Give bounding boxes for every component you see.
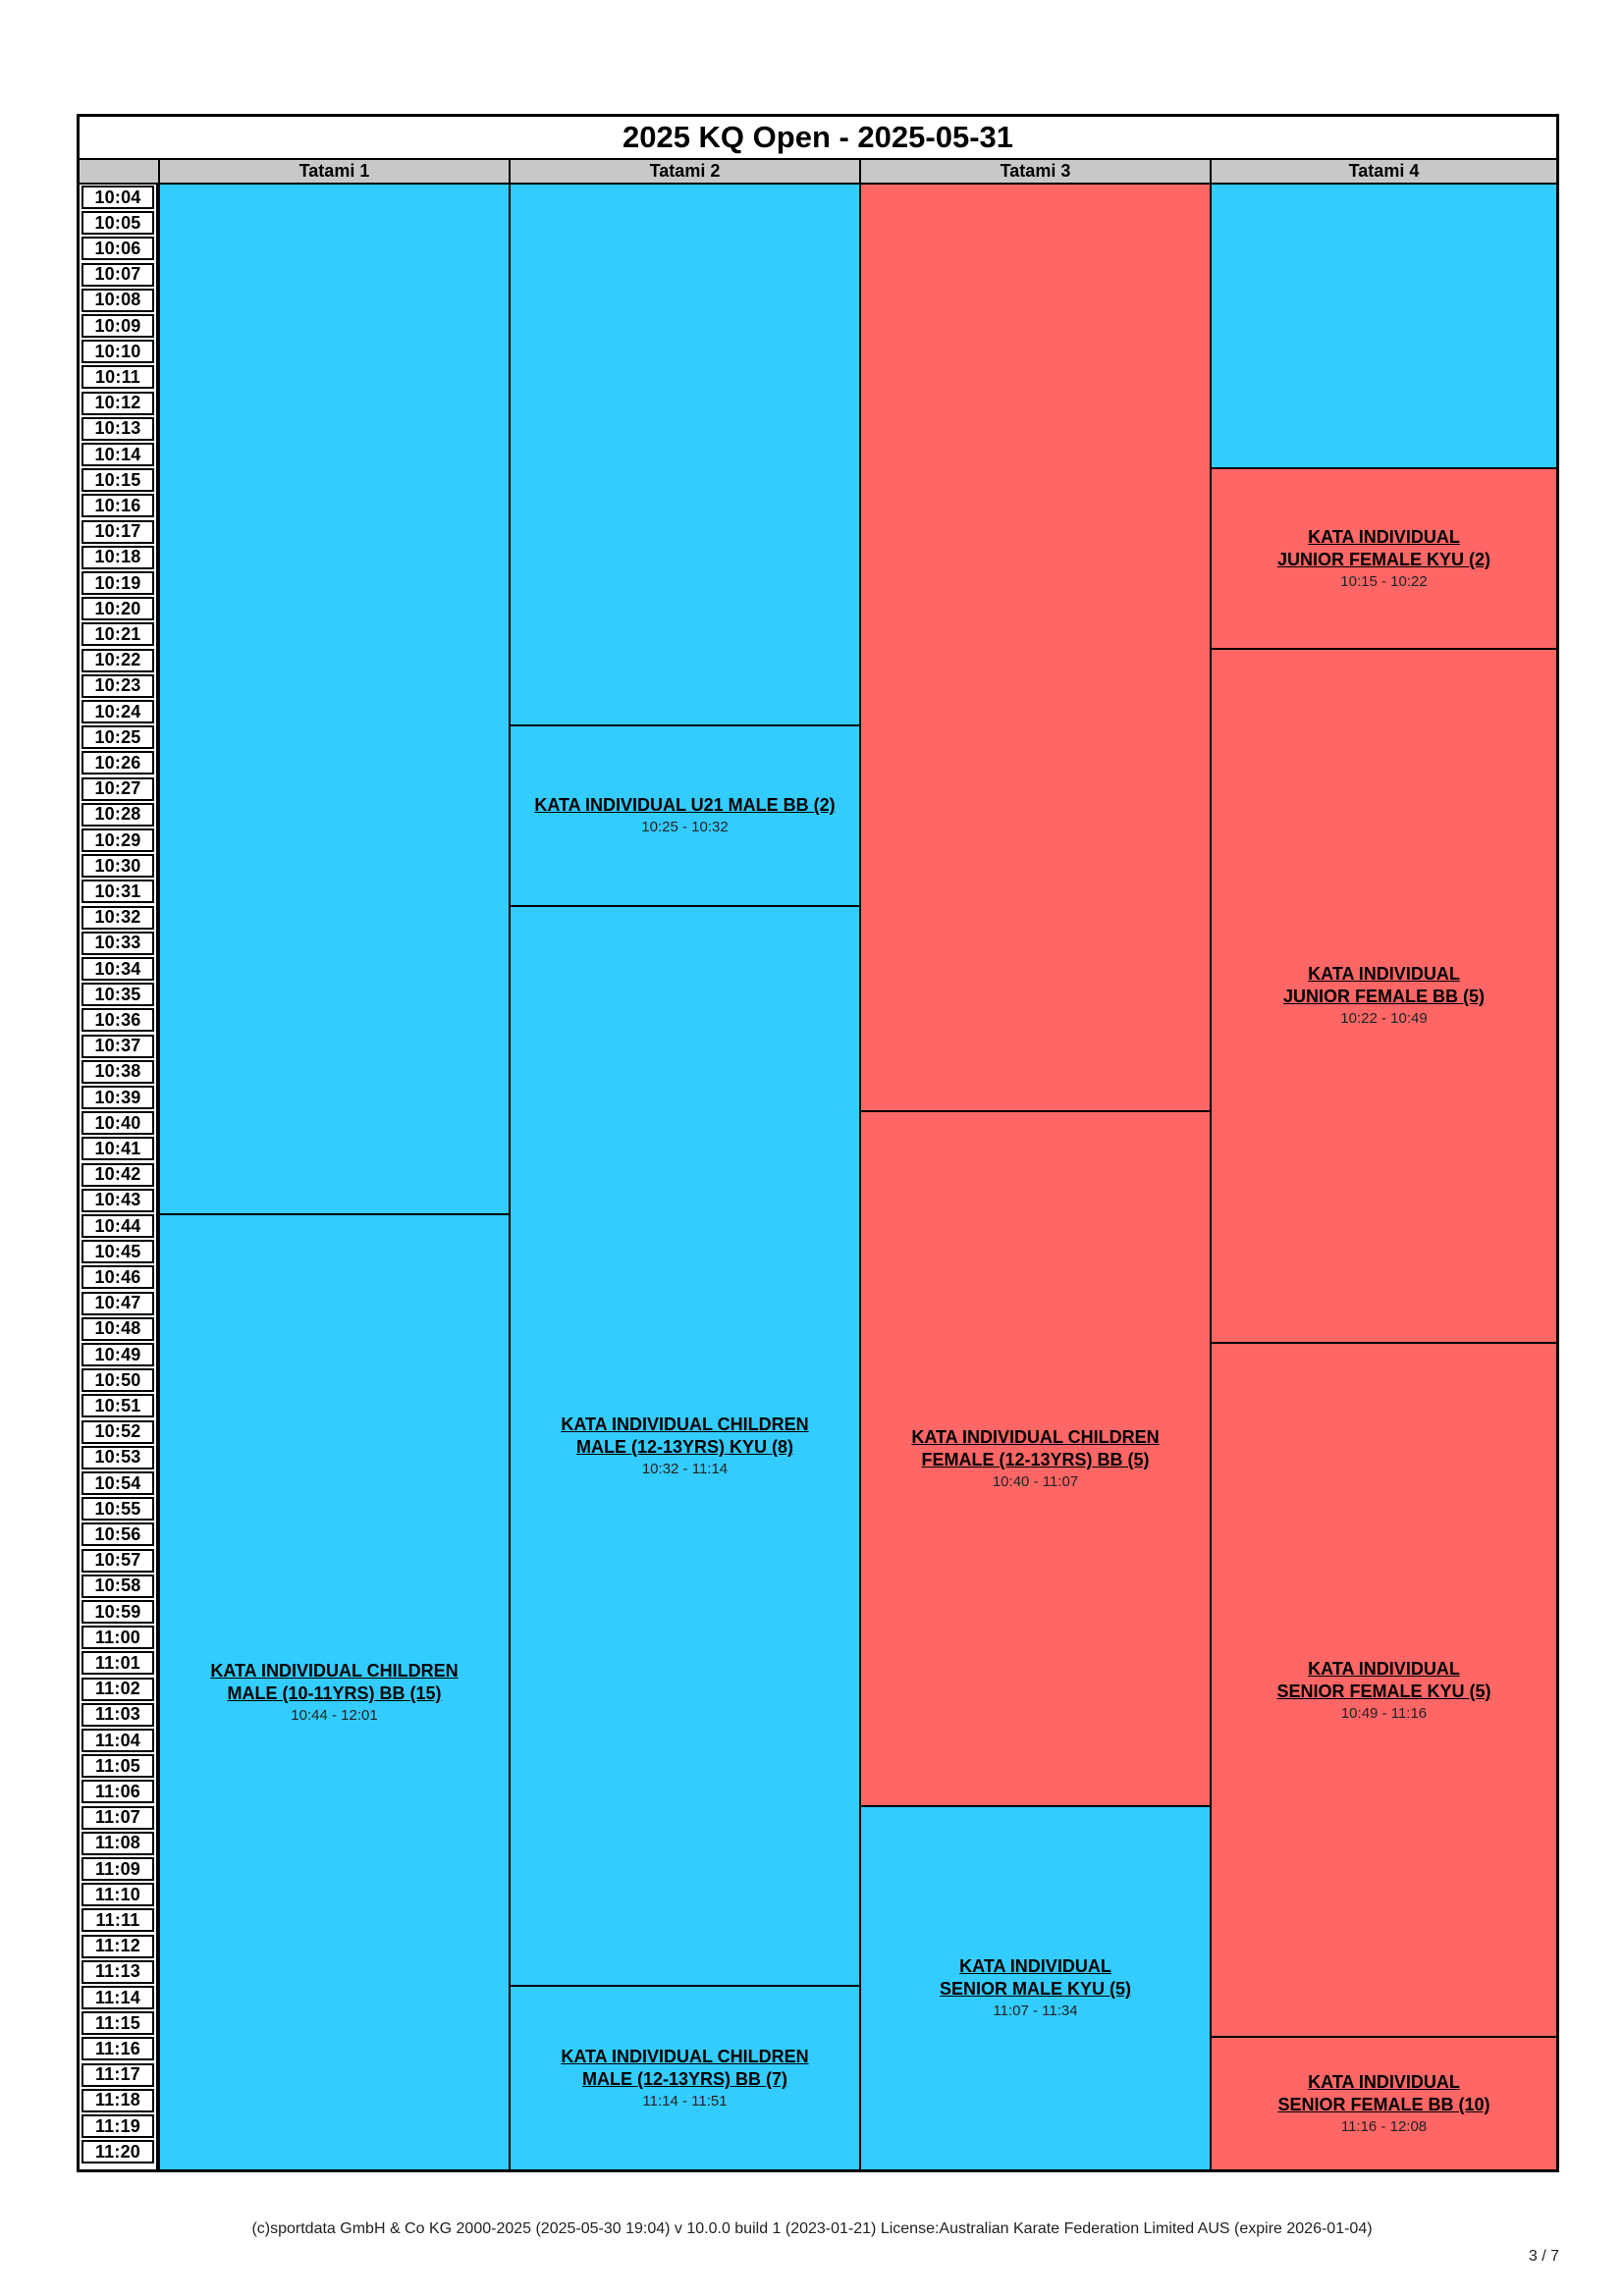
time-slot: 10:05 [81,211,154,235]
time-slot: 11:17 [81,2063,154,2087]
time-slot: 10:06 [81,237,154,260]
tatami-header-2: Tatami 2 [509,160,859,183]
schedule-sheet [77,114,1559,2172]
time-slot: 11:14 [81,1986,154,2009]
time-slot: 10:39 [81,1086,154,1109]
time-slot: 10:21 [81,622,154,646]
time-slot: 11:18 [81,2089,154,2112]
category-name-line: MALE (12-13YRS) KYU (8) [575,1436,794,1457]
schedule-block[interactable] [1212,467,1556,647]
category-name-line: SENIOR MALE KYU (5) [939,1979,1131,2000]
tatami-header-row [80,160,1556,185]
category-time-range: 11:07 - 11:34 [993,2002,1078,2020]
category-time-range: 11:16 - 12:08 [1340,2118,1428,2136]
category-name-line: FEMALE (12-13YRS) BB (5) [921,1449,1150,1469]
time-slot: 10:27 [81,777,154,801]
category-name-line: MALE (12-13YRS) BB (7) [581,2069,787,2089]
category-time-range: 10:15 - 10:22 [1340,572,1428,590]
category-name-line: KATA INDIVIDUAL U21 MALE BB (2) [534,795,836,816]
category-name-line: KATA INDIVIDUAL CHILDREN [561,1414,809,1434]
time-slot: 11:10 [81,1883,154,1906]
time-slot: 10:30 [81,854,154,878]
schedule-block[interactable] [861,185,1210,1110]
category-name-line: KATA INDIVIDUAL [1308,2072,1460,2093]
category-name-line: KATA INDIVIDUAL CHILDREN [210,1661,459,1681]
time-slot: 11:02 [81,1678,154,1701]
time-slot: 10:16 [81,494,154,517]
time-slot: 10:26 [81,751,154,774]
category-name-line: SENIOR FEMALE BB (10) [1277,2095,1490,2115]
category-name [210,1660,458,1705]
time-slot: 11:05 [81,1754,154,1778]
category-time-range: 10:22 - 10:49 [1340,1010,1428,1028]
category-name [1277,526,1490,571]
category-name-line: KATA INDIVIDUAL [1308,1658,1460,1679]
time-slot: 10:35 [81,983,154,1006]
time-slot: 10:40 [81,1111,154,1135]
time-slot: 10:28 [81,803,154,827]
header-corner [80,160,158,183]
footer-license: (c)sportdata GmbH & Co KG 2000-2025 (2025-05-30 19:04) v 10.0.0 build 1 (2023-01-21) License:Australian Karate Federation Limited AUS (expire 2026-01-04) [251,2220,1373,2237]
category-name-line: JUNIOR FEMALE BB (5) [1282,987,1485,1007]
category-time-range: 10:25 - 10:32 [641,819,729,836]
time-slot: 10:11 [81,365,154,389]
tatami-header-1: Tatami 1 [158,160,509,183]
tatami-1-column [158,185,509,2169]
time-slot: 10:41 [81,1137,154,1160]
time-slot: 10:57 [81,1549,154,1573]
time-slot: 10:14 [81,443,154,466]
schedule-block[interactable] [861,1805,1210,2169]
schedule-block[interactable] [511,1985,859,2169]
time-slot: 10:23 [81,674,154,698]
schedule-block[interactable] [861,1110,1210,1804]
time-slot: 10:36 [81,1008,154,1032]
time-slot: 11:04 [81,1729,154,1752]
time-slot: 11:16 [81,2037,154,2060]
time-slot: 10:33 [81,932,154,955]
time-slot: 10:52 [81,1420,154,1444]
time-slot: 10:29 [81,828,154,852]
category-time-range: 10:32 - 11:14 [641,1460,729,1477]
category-time-range: 11:14 - 11:51 [642,2093,728,2109]
category-name-line: KATA INDIVIDUAL CHILDREN [561,2047,809,2066]
time-slot: 11:20 [81,2140,154,2163]
time-slot: 10:24 [81,700,154,723]
tatami-3-column [859,185,1210,2169]
schedule-block[interactable] [160,1213,509,2169]
time-slot: 10:56 [81,1522,154,1546]
time-slot: 10:04 [81,186,154,209]
tatami-header-3: Tatami 3 [859,160,1210,183]
category-name [561,2046,808,2091]
tatami-2-column [509,185,859,2169]
time-slot: 10:22 [81,649,154,672]
tatami-header-4: Tatami 4 [1210,160,1556,183]
category-name [534,794,835,817]
time-slot: 10:55 [81,1497,154,1521]
time-slot: 10:37 [81,1035,154,1058]
schedule-title: 2025 KQ Open - 2025-05-31 [80,117,1556,160]
schedule-block[interactable] [1212,1342,1556,2036]
time-slot: 10:47 [81,1292,154,1315]
category-name-line: KATA INDIVIDUAL [1308,526,1460,547]
time-slot: 11:19 [81,2114,154,2138]
schedule-block[interactable] [160,185,509,1213]
category-name-line: KATA INDIVIDUAL [1308,964,1460,985]
time-slot: 10:19 [81,571,154,595]
time-slot: 10:31 [81,880,154,903]
time-slot: 10:08 [81,289,154,312]
time-slot: 10:54 [81,1471,154,1495]
time-slot: 10:45 [81,1240,154,1263]
category-time-range: 10:40 - 11:07 [992,1472,1079,1490]
time-slot: 11:08 [81,1832,154,1855]
time-slot: 10:32 [81,906,154,930]
time-slot: 10:42 [81,1163,154,1187]
time-slot: 11:12 [81,1935,154,1958]
page-number: 3 / 7 [1528,2248,1559,2265]
time-slot: 10:10 [81,340,154,363]
category-name [1283,963,1485,1008]
category-name-line: MALE (10-11YRS) BB (15) [227,1683,442,1703]
category-time-range: 10:49 - 11:16 [1340,1704,1428,1722]
time-slot: 10:17 [81,520,154,544]
time-slot: 10:15 [81,468,154,492]
category-name-line: JUNIOR FEMALE KYU (2) [1276,549,1490,569]
time-column [80,185,158,2169]
category-name [1277,2071,1489,2116]
time-slot: 11:00 [81,1626,154,1649]
time-slot: 10:59 [81,1600,154,1624]
schedule-block[interactable] [1212,648,1556,1342]
time-slot: 10:38 [81,1060,154,1084]
category-name [561,1414,808,1459]
time-slot: 10:48 [81,1317,154,1341]
time-slot: 10:34 [81,957,154,981]
time-slot: 10:07 [81,263,154,287]
schedule-block[interactable] [511,724,859,904]
category-name [1276,1658,1490,1703]
time-slot: 11:01 [81,1651,154,1675]
time-slot: 10:50 [81,1368,154,1392]
time-slot: 10:09 [81,314,154,338]
time-slot: 11:03 [81,1703,154,1727]
time-slot: 10:53 [81,1446,154,1469]
time-slot: 10:46 [81,1265,154,1289]
schedule-block[interactable] [511,185,859,724]
schedule-block[interactable] [1212,185,1556,467]
schedule-block[interactable] [511,905,859,1985]
tatami-4-column [1210,185,1556,2169]
time-slot: 10:13 [81,417,154,441]
category-name-line: KATA INDIVIDUAL CHILDREN [911,1426,1160,1447]
time-slot: 10:43 [81,1189,154,1212]
time-slot: 10:12 [81,392,154,415]
category-name [940,1955,1131,2001]
time-slot: 11:09 [81,1857,154,1881]
time-slot: 10:25 [81,725,154,749]
category-name-line: SENIOR FEMALE KYU (5) [1276,1681,1491,1701]
time-slot: 10:18 [81,546,154,569]
time-slot: 10:49 [81,1343,154,1366]
schedule-block[interactable] [1212,2036,1556,2169]
time-slot: 10:20 [81,597,154,620]
time-slot: 11:06 [81,1780,154,1803]
time-slot: 10:44 [81,1214,154,1238]
time-slot: 11:07 [81,1806,154,1830]
time-slot: 11:13 [81,1960,154,1984]
category-time-range: 10:44 - 12:01 [291,1707,378,1724]
time-slot: 11:15 [81,2011,154,2035]
time-slot: 11:11 [81,1908,154,1932]
time-slot: 10:58 [81,1575,154,1598]
category-name [911,1426,1159,1471]
time-slot: 10:51 [81,1394,154,1417]
category-name-line: KATA INDIVIDUAL [959,1956,1111,1977]
